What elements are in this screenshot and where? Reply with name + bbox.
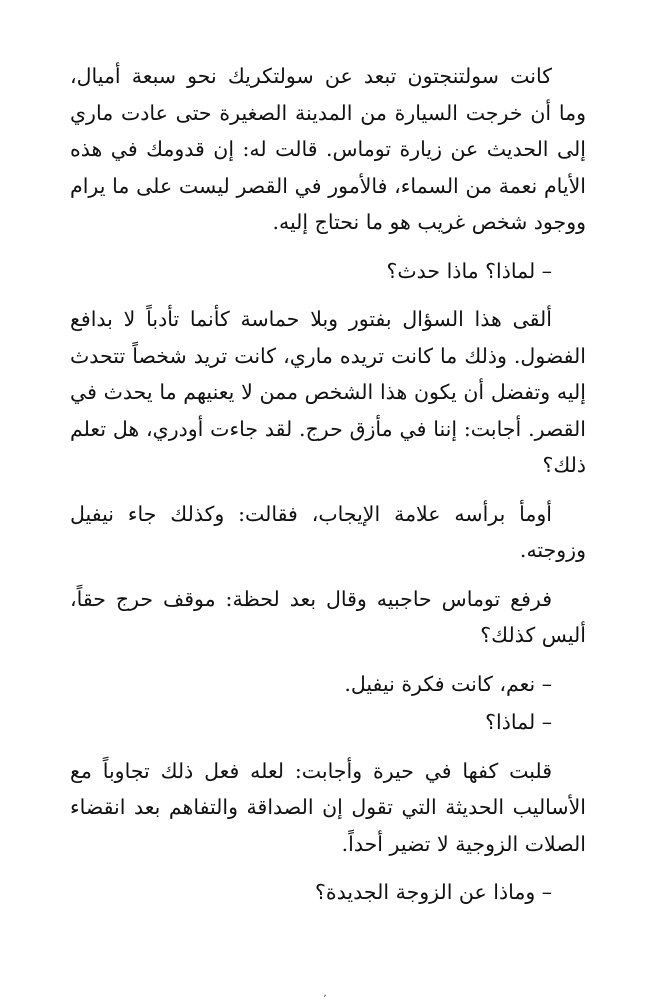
paragraph-1: كانت سولتنجتون تبعد عن سولتكريك نحو سبعة أميال، وما أن خرجت السيارة من المدينة الصغيرة حتى عادت ماري إلى الحديث عن زيارة توماس. قالت له: إن قدومك في هذه الأيام نعمة من السماء، فالأمور في القصر ليست على ما يرام ووجود شخص غريب هو ما نحتاج إليه. (70, 64, 586, 234)
paragraph-5: قلبت كفها في حيرة وأجابت: لعله فعل ذلك تجاوباً مع الأساليب الحديثة التي تقول إن الصداقة والتفاهم بعد انقضاء الصلات الزوجية لا تضير أحداً. (70, 758, 586, 856)
dialogue-line-2: – نعم، كانت فكرة نيفيل. (344, 671, 552, 696)
book-page (70, 58, 586, 923)
dialogue-line-4: – وماذا عن الزوجة الجديدة؟ (315, 880, 552, 904)
dialogue-line-1: – لماذا؟ ماذا حدث؟ (386, 258, 552, 283)
page-cut-mark: ‚ (323, 988, 327, 999)
paragraph-4: فرفع توماس حاجبيه وقال بعد لحظة: موقف حرج حقاً، أليس كذلك؟ (70, 586, 586, 647)
paragraph-2: ألقى هذا السؤال بفتور وبلا حماسة كأنما تأدباً لا بدافع الفضول. وذلك ما كانت تريده ماري، كانت تريد شخصاً تتحدث إليه وتفضل أن يكون هذا الشخص ممن لا يعنيهم ما يحدث في القصر. أجابت: إننا في مأزق حرج. لقد جاءت أودري، هل تعلم ذلك؟ (70, 307, 586, 477)
dialogue-line-3: – لماذا؟ (485, 710, 552, 734)
paragraph-3: أومأ برأسه علامة الإيجاب، فقالت: وكذلك جاء نيفيل وزوجته. (70, 501, 586, 562)
